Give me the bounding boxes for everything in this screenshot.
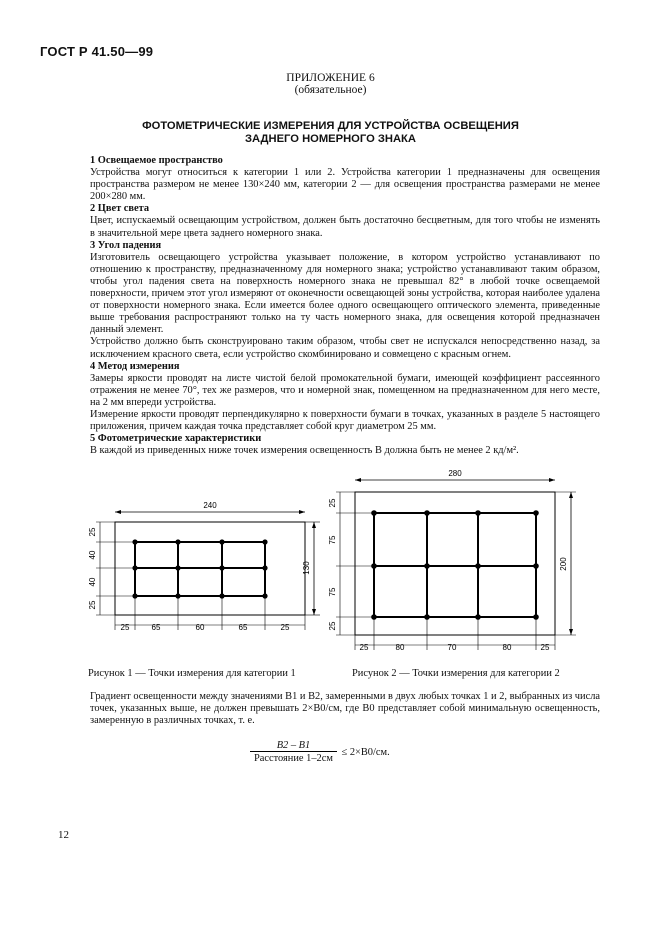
fig1-arrow-left	[115, 510, 121, 514]
formula-numerator: B2 – B1	[276, 740, 311, 751]
fig2-bottom-label-4: 80	[502, 643, 512, 652]
fig1-bottom-label-4: 65	[238, 623, 248, 632]
formula-denominator: Расстояние 1–2см	[250, 751, 337, 764]
figure-1-diagram	[80, 492, 320, 642]
measurement-point	[219, 539, 224, 544]
figure-2-diagram	[320, 462, 585, 657]
section-3-para-1: Изготовитель освещающего устройства указывает положение, в котором устройство устанавливают по отношению к пространству, предназначенному для номерного знака; устройство устанавливают таким образом, чтобы угол падения света на поверхность номерного знака не превышал 82° в любой точке освещаемой поверхности, причем этот угол измеряют от оконечности освещающей зоны устройства, которая наиболее удалена от поверхности номерного знака. Если имеется более одного освещающего оптического элемента, приведенные выше требования распространяют только на ту часть номерного знака, для освещения которой предназначен данный элемент.	[90, 251, 600, 336]
fig2-width-label: 280	[448, 469, 462, 478]
fig2-bottom-label-3: 70	[447, 643, 457, 652]
document-code: ГОСТ Р 41.50—99	[40, 44, 154, 59]
section-4-para-1: Замеры яркости проводят на листе чистой белой промокательной бумаги, имеющей коэффициент рассеянного отражения не менее 70°, тех же размеров, что и номерной знак, помещенном на предназначенном для него месте, на 2 мм впереди устройства.	[90, 372, 600, 408]
fig1-arrow-right	[299, 510, 305, 514]
fig1-bottom-label-1: 25	[120, 623, 130, 632]
measurement-point	[475, 510, 481, 516]
gradient-text: Градиент освещенности между значениями B1 и B2, замеренными в двух любых точках 1 и 2, выбранных из числа точек, указанных выше, не должен превышать 2×B0/см, где B0 представляет собой минимальную освещенность, замеренную в различных точках, т. е.	[90, 691, 600, 727]
measurement-point	[533, 563, 539, 569]
title-line-2: ЗАДНЕГО НОМЕРНОГО ЗНАКА	[245, 133, 416, 145]
appendix-label: ПРИЛОЖЕНИЕ 6	[286, 72, 375, 84]
section-4-heading: 4 Метод измерения	[90, 360, 180, 372]
appendix-heading	[0, 72, 661, 96]
fig2-bottom-label-5: 25	[540, 643, 550, 652]
measurement-point	[175, 539, 180, 544]
fig1-left-label-4: 25	[88, 600, 97, 610]
measurement-point	[262, 565, 267, 570]
measurement-point	[219, 565, 224, 570]
fig2-left-label-1: 25	[328, 498, 337, 508]
fig2-left-label-4: 25	[328, 621, 337, 631]
gradient-paragraph	[90, 691, 600, 727]
formula-rhs: ≤ 2×B0/см.	[341, 746, 390, 758]
measurement-point	[262, 539, 267, 544]
gradient-formula	[250, 740, 390, 764]
section-2-para: Цвет, испускаемый освещающим устройством, должен быть достаточно бесцветным, для того чтобы не изменять в значительной мере цвета заднего номерного знака.	[90, 215, 600, 239]
figure-2-caption: Рисунок 2 — Точки измерения для категории 2	[352, 668, 560, 679]
section-4-para-2: Измерение яркости проводят перпендикулярно к поверхности бумаги в точках, указанных в разделе 5 настоящего приложения, причем каждая точка представляет собой круг диаметром 25 мм.	[90, 408, 600, 433]
section-3-para-2: Устройство должно быть сконструировано таким образом, чтобы свет не испускался непосредственно назад, за исключением красного света, если устройство скомбинировано и совмещено с красным огнем.	[90, 336, 600, 360]
section-1-heading: 1 Освещаемое пространство	[90, 155, 223, 166]
page-number: 12	[58, 829, 69, 841]
body-text	[90, 155, 600, 457]
fig2-measurement-grid	[374, 513, 536, 617]
fig1-bottom-label-3: 60	[195, 623, 205, 632]
section-1-para: Устройства могут относиться к категории 1 или 2. Устройства категории 1 предназначены для освещения пространства размером не менее 130×240 мм, категории 2 — для освещения пространства размерами не менее 200×280 мм.	[90, 167, 600, 203]
fig1-bottom-label-5: 25	[280, 623, 290, 632]
section-5-heading: 5 Фотометрические характеристики	[90, 433, 262, 445]
fig2-bottom-label-1: 25	[359, 643, 369, 652]
figure-1-caption: Рисунок 1 — Точки измерения для категории 1	[88, 668, 296, 679]
section-2-heading: 2 Цвет света	[90, 203, 150, 215]
fig1-width-label: 240	[203, 501, 217, 510]
fig1-left-label-2: 40	[88, 550, 97, 560]
fig2-bottom-label-2: 80	[395, 643, 405, 652]
section-5-para: В каждой из приведенных ниже точек измерения освещенность B должна быть не менее 2 кд/м².	[90, 445, 519, 457]
fig2-left-label-2: 75	[328, 535, 337, 545]
appendix-note: (обязательное)	[294, 84, 367, 96]
section-3-heading: 3 Угол падения	[90, 239, 162, 251]
measurement-point	[533, 510, 539, 516]
measurement-point	[475, 563, 481, 569]
fig1-height-label: 130	[302, 561, 311, 575]
fig2-left-label-3: 75	[328, 587, 337, 597]
fig1-measurement-grid	[135, 542, 265, 596]
fig1-left-label-3: 40	[88, 577, 97, 587]
page-title	[90, 120, 571, 146]
measurement-point	[175, 565, 180, 570]
measurement-point	[424, 510, 430, 516]
fig2-height-label: 200	[559, 557, 568, 571]
measurement-point	[424, 563, 430, 569]
fig1-left-label-1: 25	[88, 527, 97, 537]
fig1-bottom-label-2: 65	[151, 623, 161, 632]
title-line-1: ФОТОМЕТРИЧЕСКИЕ ИЗМЕРЕНИЯ ДЛЯ УСТРОЙСТВА ОСВЕЩЕНИЯ	[142, 120, 519, 132]
